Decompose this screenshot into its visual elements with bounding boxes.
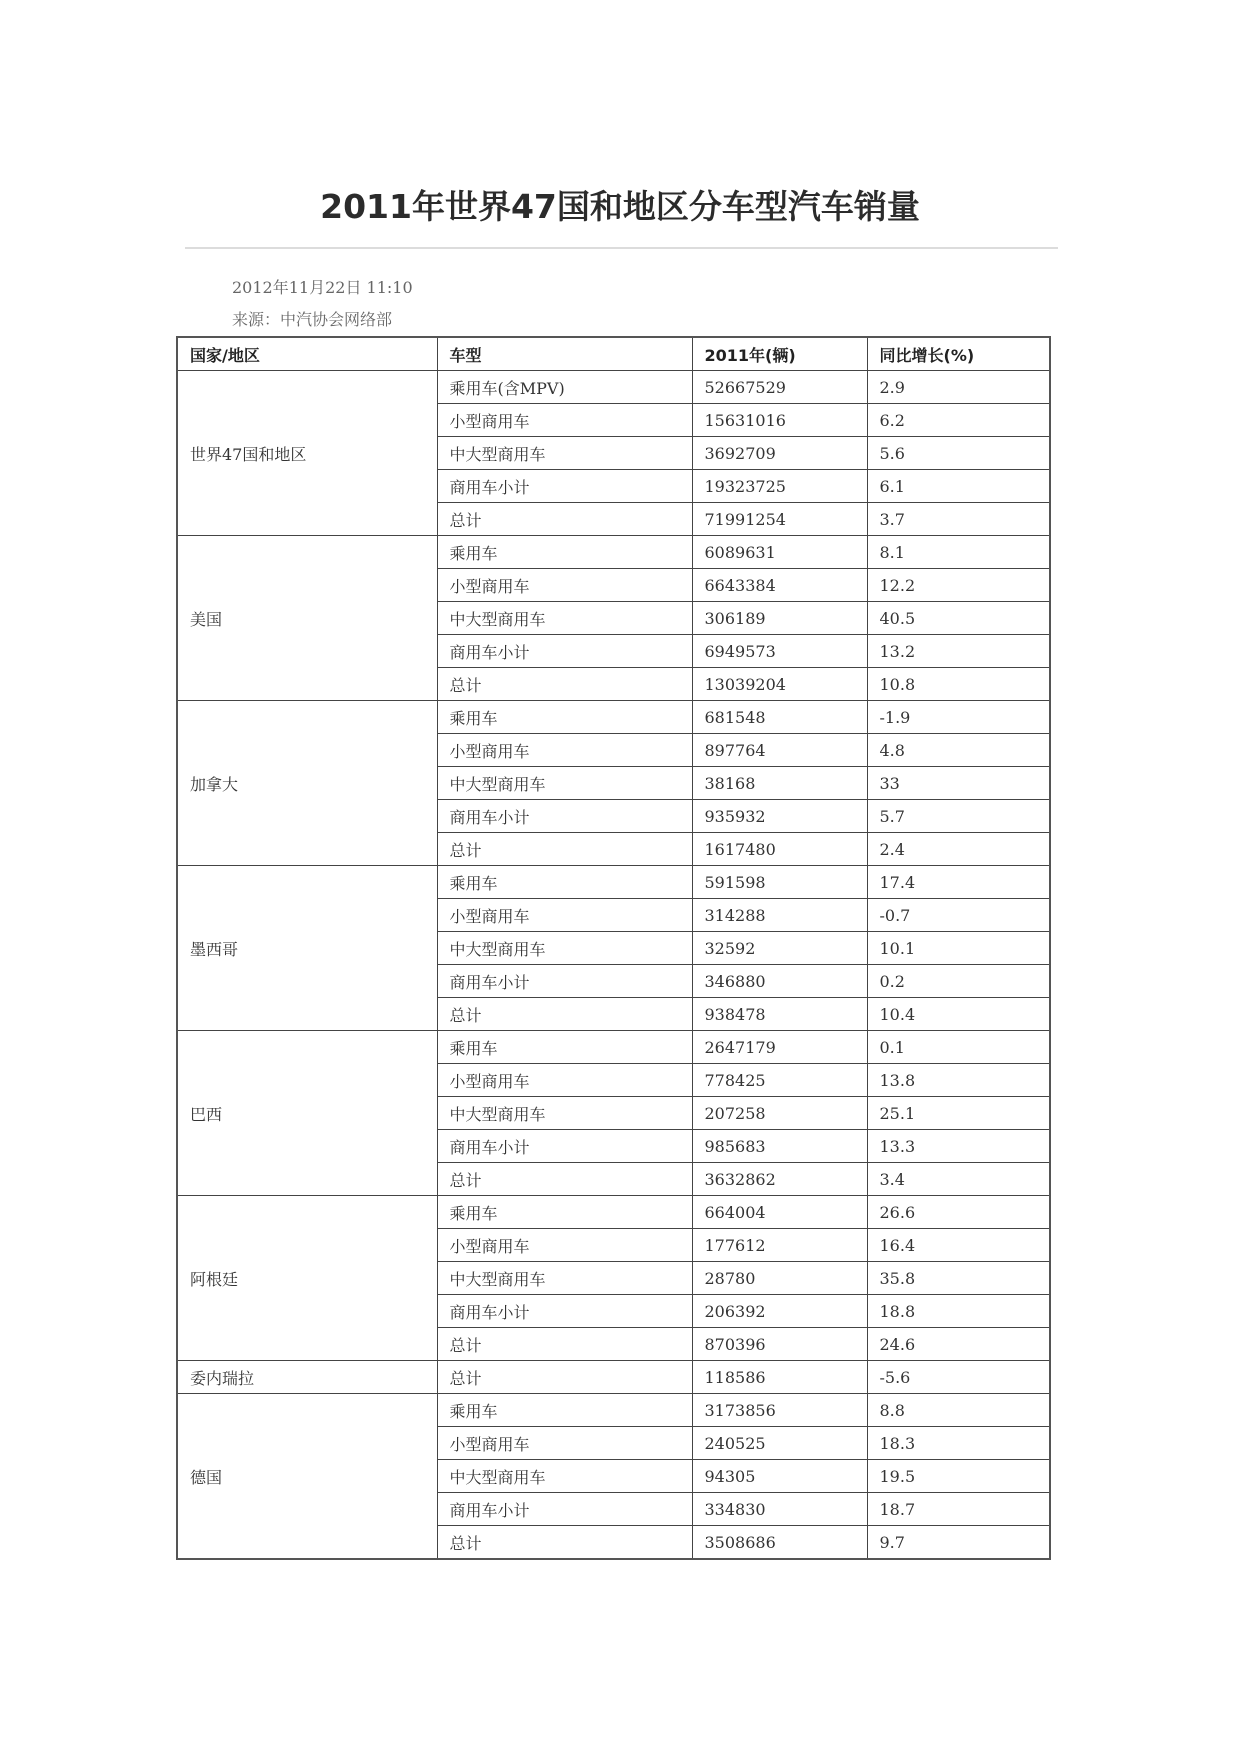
vehicle-type-cell: 中大型商用车 — [437, 602, 692, 635]
sales-cell: 3632862 — [692, 1163, 867, 1196]
growth-cell: 19.5 — [867, 1460, 1050, 1493]
table-row — [177, 701, 1050, 734]
table-row — [177, 1031, 1050, 1064]
growth-cell: 0.1 — [867, 1031, 1050, 1064]
sales-cell: 591598 — [692, 866, 867, 899]
vehicle-type-cell: 小型商用车 — [437, 404, 692, 437]
table-body — [177, 371, 1050, 1560]
growth-cell: 12.2 — [867, 569, 1050, 602]
table-row — [177, 1196, 1050, 1229]
sales-cell: 1617480 — [692, 833, 867, 866]
sales-cell: 52667529 — [692, 371, 867, 404]
sales-cell: 306189 — [692, 602, 867, 635]
region-cell: 墨西哥 — [177, 866, 437, 1031]
sales-cell: 3508686 — [692, 1526, 867, 1560]
region-cell: 巴西 — [177, 1031, 437, 1196]
header-sales-2011: 2011年(辆) — [692, 337, 867, 371]
sales-cell: 870396 — [692, 1328, 867, 1361]
growth-cell: 2.4 — [867, 833, 1050, 866]
sales-cell: 118586 — [692, 1361, 867, 1394]
growth-cell: 0.2 — [867, 965, 1050, 998]
growth-cell: 35.8 — [867, 1262, 1050, 1295]
sales-cell: 938478 — [692, 998, 867, 1031]
sales-cell: 985683 — [692, 1130, 867, 1163]
vehicle-type-cell: 总计 — [437, 998, 692, 1031]
growth-cell: 5.6 — [867, 437, 1050, 470]
growth-cell: 8.8 — [867, 1394, 1050, 1427]
title-divider — [185, 247, 1058, 249]
vehicle-type-cell: 乘用车 — [437, 701, 692, 734]
table-row — [177, 536, 1050, 569]
growth-cell: -1.9 — [867, 701, 1050, 734]
vehicle-type-cell: 小型商用车 — [437, 1064, 692, 1097]
growth-cell: -0.7 — [867, 899, 1050, 932]
sales-cell: 897764 — [692, 734, 867, 767]
growth-cell: 4.8 — [867, 734, 1050, 767]
vehicle-type-cell: 乘用车 — [437, 866, 692, 899]
growth-cell: 16.4 — [867, 1229, 1050, 1262]
sales-cell: 2647179 — [692, 1031, 867, 1064]
growth-cell: 25.1 — [867, 1097, 1050, 1130]
sales-cell: 334830 — [692, 1493, 867, 1526]
table-row — [177, 1394, 1050, 1427]
sales-cell: 15631016 — [692, 404, 867, 437]
vehicle-type-cell: 小型商用车 — [437, 899, 692, 932]
vehicle-type-cell: 总计 — [437, 503, 692, 536]
vehicle-type-cell: 总计 — [437, 1526, 692, 1560]
vehicle-type-cell: 总计 — [437, 1163, 692, 1196]
sales-cell: 346880 — [692, 965, 867, 998]
vehicle-type-cell: 小型商用车 — [437, 734, 692, 767]
sales-cell: 240525 — [692, 1427, 867, 1460]
growth-cell: 3.7 — [867, 503, 1050, 536]
vehicle-type-cell: 商用车小计 — [437, 965, 692, 998]
vehicle-type-cell: 小型商用车 — [437, 1427, 692, 1460]
vehicle-type-cell: 中大型商用车 — [437, 767, 692, 800]
sales-cell: 32592 — [692, 932, 867, 965]
sales-cell: 71991254 — [692, 503, 867, 536]
sales-cell: 177612 — [692, 1229, 867, 1262]
region-cell: 德国 — [177, 1394, 437, 1560]
vehicle-type-cell: 乘用车 — [437, 1031, 692, 1064]
vehicle-type-cell: 总计 — [437, 668, 692, 701]
vehicle-type-cell: 总计 — [437, 1361, 692, 1394]
sales-cell: 681548 — [692, 701, 867, 734]
sales-cell: 6643384 — [692, 569, 867, 602]
table-row — [177, 371, 1050, 404]
growth-cell: 6.1 — [867, 470, 1050, 503]
region-cell: 委内瑞拉 — [177, 1361, 437, 1394]
sales-cell: 94305 — [692, 1460, 867, 1493]
region-cell: 美国 — [177, 536, 437, 701]
growth-cell: 10.4 — [867, 998, 1050, 1031]
sales-cell: 778425 — [692, 1064, 867, 1097]
growth-cell: 3.4 — [867, 1163, 1050, 1196]
vehicle-type-cell: 商用车小计 — [437, 635, 692, 668]
vehicle-type-cell: 商用车小计 — [437, 1130, 692, 1163]
sales-cell: 314288 — [692, 899, 867, 932]
growth-cell: 6.2 — [867, 404, 1050, 437]
vehicle-type-cell: 商用车小计 — [437, 1493, 692, 1526]
vehicle-type-cell: 中大型商用车 — [437, 932, 692, 965]
vehicle-type-cell: 乘用车(含MPV) — [437, 371, 692, 404]
sales-cell: 664004 — [692, 1196, 867, 1229]
sales-cell: 6949573 — [692, 635, 867, 668]
growth-cell: 10.1 — [867, 932, 1050, 965]
sales-cell: 207258 — [692, 1097, 867, 1130]
sales-cell: 19323725 — [692, 470, 867, 503]
growth-cell: 5.7 — [867, 800, 1050, 833]
growth-cell: 13.3 — [867, 1130, 1050, 1163]
publish-date: 2012年11月22日 11:10 — [232, 278, 413, 297]
sales-cell: 206392 — [692, 1295, 867, 1328]
sales-cell: 28780 — [692, 1262, 867, 1295]
sales-cell: 3173856 — [692, 1394, 867, 1427]
vehicle-type-cell: 中大型商用车 — [437, 1097, 692, 1130]
vehicle-type-cell: 商用车小计 — [437, 470, 692, 503]
vehicle-type-cell: 商用车小计 — [437, 800, 692, 833]
growth-cell: 33 — [867, 767, 1050, 800]
growth-cell: -5.6 — [867, 1361, 1050, 1394]
header-vehicle-type: 车型 — [437, 337, 692, 371]
sales-table — [176, 336, 1051, 1560]
source-line: 来源：中汽协会网络部 — [232, 310, 393, 329]
vehicle-type-cell: 小型商用车 — [437, 569, 692, 602]
vehicle-type-cell: 中大型商用车 — [437, 437, 692, 470]
vehicle-type-cell: 总计 — [437, 1328, 692, 1361]
growth-cell: 18.8 — [867, 1295, 1050, 1328]
growth-cell: 17.4 — [867, 866, 1050, 899]
region-cell: 阿根廷 — [177, 1196, 437, 1361]
sales-cell: 935932 — [692, 800, 867, 833]
sales-cell: 38168 — [692, 767, 867, 800]
sales-cell: 13039204 — [692, 668, 867, 701]
table-row — [177, 866, 1050, 899]
vehicle-type-cell: 中大型商用车 — [437, 1262, 692, 1295]
header-yoy-growth: 同比增长(%) — [867, 337, 1050, 371]
growth-cell: 40.5 — [867, 602, 1050, 635]
vehicle-type-cell: 乘用车 — [437, 1196, 692, 1229]
vehicle-type-cell: 乘用车 — [437, 1394, 692, 1427]
growth-cell: 24.6 — [867, 1328, 1050, 1361]
table-row — [177, 1361, 1050, 1394]
header-region: 国家/地区 — [177, 337, 437, 371]
growth-cell: 13.8 — [867, 1064, 1050, 1097]
vehicle-type-cell: 中大型商用车 — [437, 1460, 692, 1493]
growth-cell: 26.6 — [867, 1196, 1050, 1229]
table-header-row — [177, 337, 1050, 371]
vehicle-type-cell: 商用车小计 — [437, 1295, 692, 1328]
growth-cell: 8.1 — [867, 536, 1050, 569]
region-cell: 世界47国和地区 — [177, 371, 437, 536]
vehicle-type-cell: 乘用车 — [437, 536, 692, 569]
sales-cell: 6089631 — [692, 536, 867, 569]
growth-cell: 2.9 — [867, 371, 1050, 404]
page-title: 2011年世界47国和地区分车型汽车销量 — [320, 187, 920, 226]
region-cell: 加拿大 — [177, 701, 437, 866]
growth-cell: 13.2 — [867, 635, 1050, 668]
growth-cell: 9.7 — [867, 1526, 1050, 1560]
vehicle-type-cell: 总计 — [437, 833, 692, 866]
growth-cell: 18.7 — [867, 1493, 1050, 1526]
growth-cell: 10.8 — [867, 668, 1050, 701]
vehicle-type-cell: 小型商用车 — [437, 1229, 692, 1262]
growth-cell: 18.3 — [867, 1427, 1050, 1460]
sales-cell: 3692709 — [692, 437, 867, 470]
